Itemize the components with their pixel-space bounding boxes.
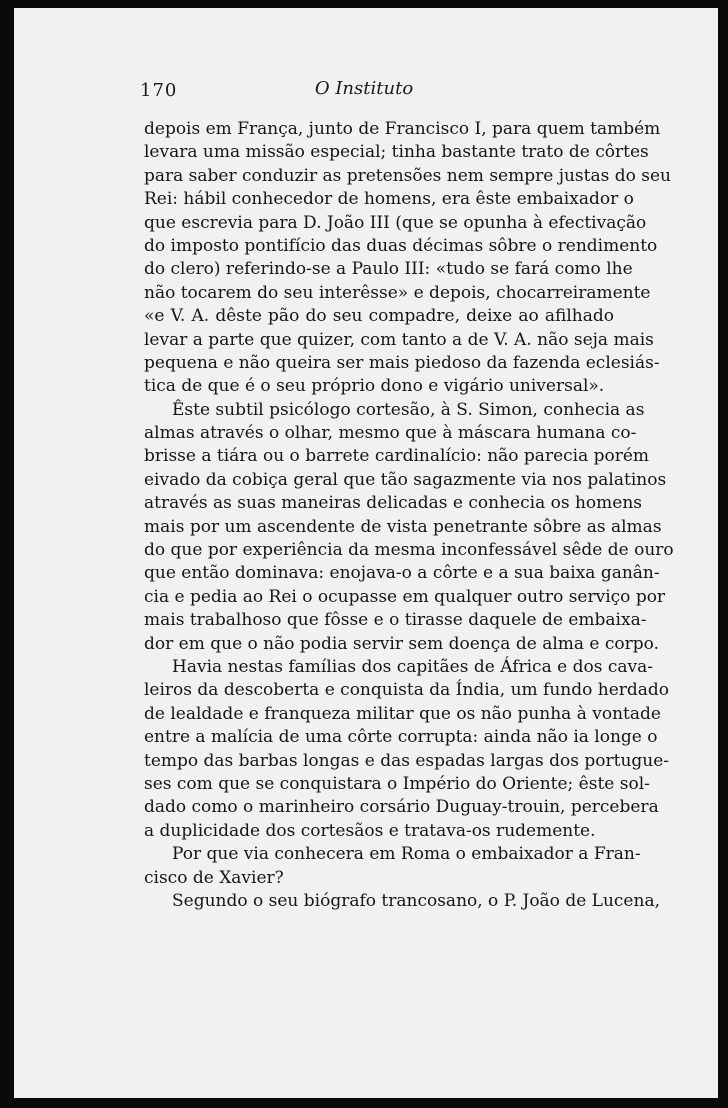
text-line: levara uma missão especial; tinha bastante trato de côrtes	[144, 142, 649, 163]
text-line: dado como o marinheiro corsário Duguay-trouin, percebera	[144, 797, 659, 818]
text-line: brisse a tiára ou o barrete cardinalício: não parecia porém	[144, 446, 650, 467]
text-line: Rei: hábil conhecedor de homens, era êste embaixador o	[144, 189, 634, 210]
text-line: do que por experiência da mesma inconfessável sêde de ouro	[144, 540, 674, 561]
text-line: mais por um ascendente de vista penetrante sôbre as almas	[144, 516, 662, 537]
text-line: mais trabalhoso que fôsse e o tirasse daquele de embaixa-	[144, 610, 647, 631]
text-line: através as suas maneiras delicadas e conhecia os homens	[144, 493, 643, 514]
text-line: que então dominava: enojava-o a côrte e a sua baixa ganân-	[144, 563, 660, 584]
text-line: almas através o olhar, mesmo que à máscara humana co-	[144, 423, 637, 444]
text-line: levar a parte que quizer, com tanto a de V. A. não seja mais	[144, 329, 654, 350]
text-line: cisco de Xavier?	[144, 867, 284, 888]
text-line: não tocarem do seu interêsse» e depois, chocarreiramente	[144, 282, 651, 303]
text-line: Segundo o seu biógrafo trancosano, o P. João de Lucena,	[172, 890, 660, 911]
text-line: pequena e não queira ser mais piedoso da fazenda eclesiás-	[144, 352, 660, 373]
text-line: do imposto pontifício das duas décimas sôbre o rendimento	[144, 235, 658, 256]
text-line: que escrevia para D. João III (que se opunha à efectivação	[144, 212, 647, 233]
text-line: Havia nestas famílias dos capitães de África e dos cava-	[172, 656, 653, 677]
text-line: dor em que o não podia servir sem doença de alma e corpo.	[144, 633, 659, 654]
text-line: tempo das barbas longas e das espadas largas dos portugue-	[144, 750, 670, 771]
text-line: depois em França, junto de Francisco I, para quem também	[144, 119, 661, 139]
body-text	[144, 118, 674, 913]
text-line: do clero) referindo-se a Paulo III: «tudo se fará como lhe	[144, 259, 633, 280]
text-line: leiros da descoberta e conquista da Índia, um fundo herdado	[144, 680, 670, 701]
text-line: ses com que se conquistara o Império do Oriente; êste sol-	[144, 773, 650, 794]
text-line: a duplicidade dos cortesãos e tratava-os rudemente.	[144, 820, 596, 841]
text-line: Êste subtil psicólogo cortesão, à S. Simon, conhecia as	[172, 399, 645, 420]
text-line: para saber conduzir as pretensões nem sempre justas do seu	[144, 165, 671, 186]
text-line: «e V. A. dêste pão do seu compadre, deixe ao afilhado	[144, 306, 614, 327]
text-line: eivado da cobiça geral que tão sagazmente via nos palatinos	[144, 469, 667, 490]
text-line: de lealdade e franqueza militar que os não punha à vontade	[144, 703, 661, 724]
page-number: 170	[140, 80, 178, 101]
text-line: entre a malícia de uma côrte corrupta: ainda não ia longe o	[144, 727, 658, 748]
text-line: Por que via conhecera em Roma o embaixador a Fran-	[172, 844, 641, 865]
page-header	[0, 78, 728, 102]
running-title: O Instituto	[314, 78, 414, 99]
text-line: cia e pedia ao Rei o ocupasse em qualquer outro serviço por	[144, 586, 666, 607]
text-line: tica de que é o seu próprio dono e vigário universal».	[144, 376, 605, 397]
